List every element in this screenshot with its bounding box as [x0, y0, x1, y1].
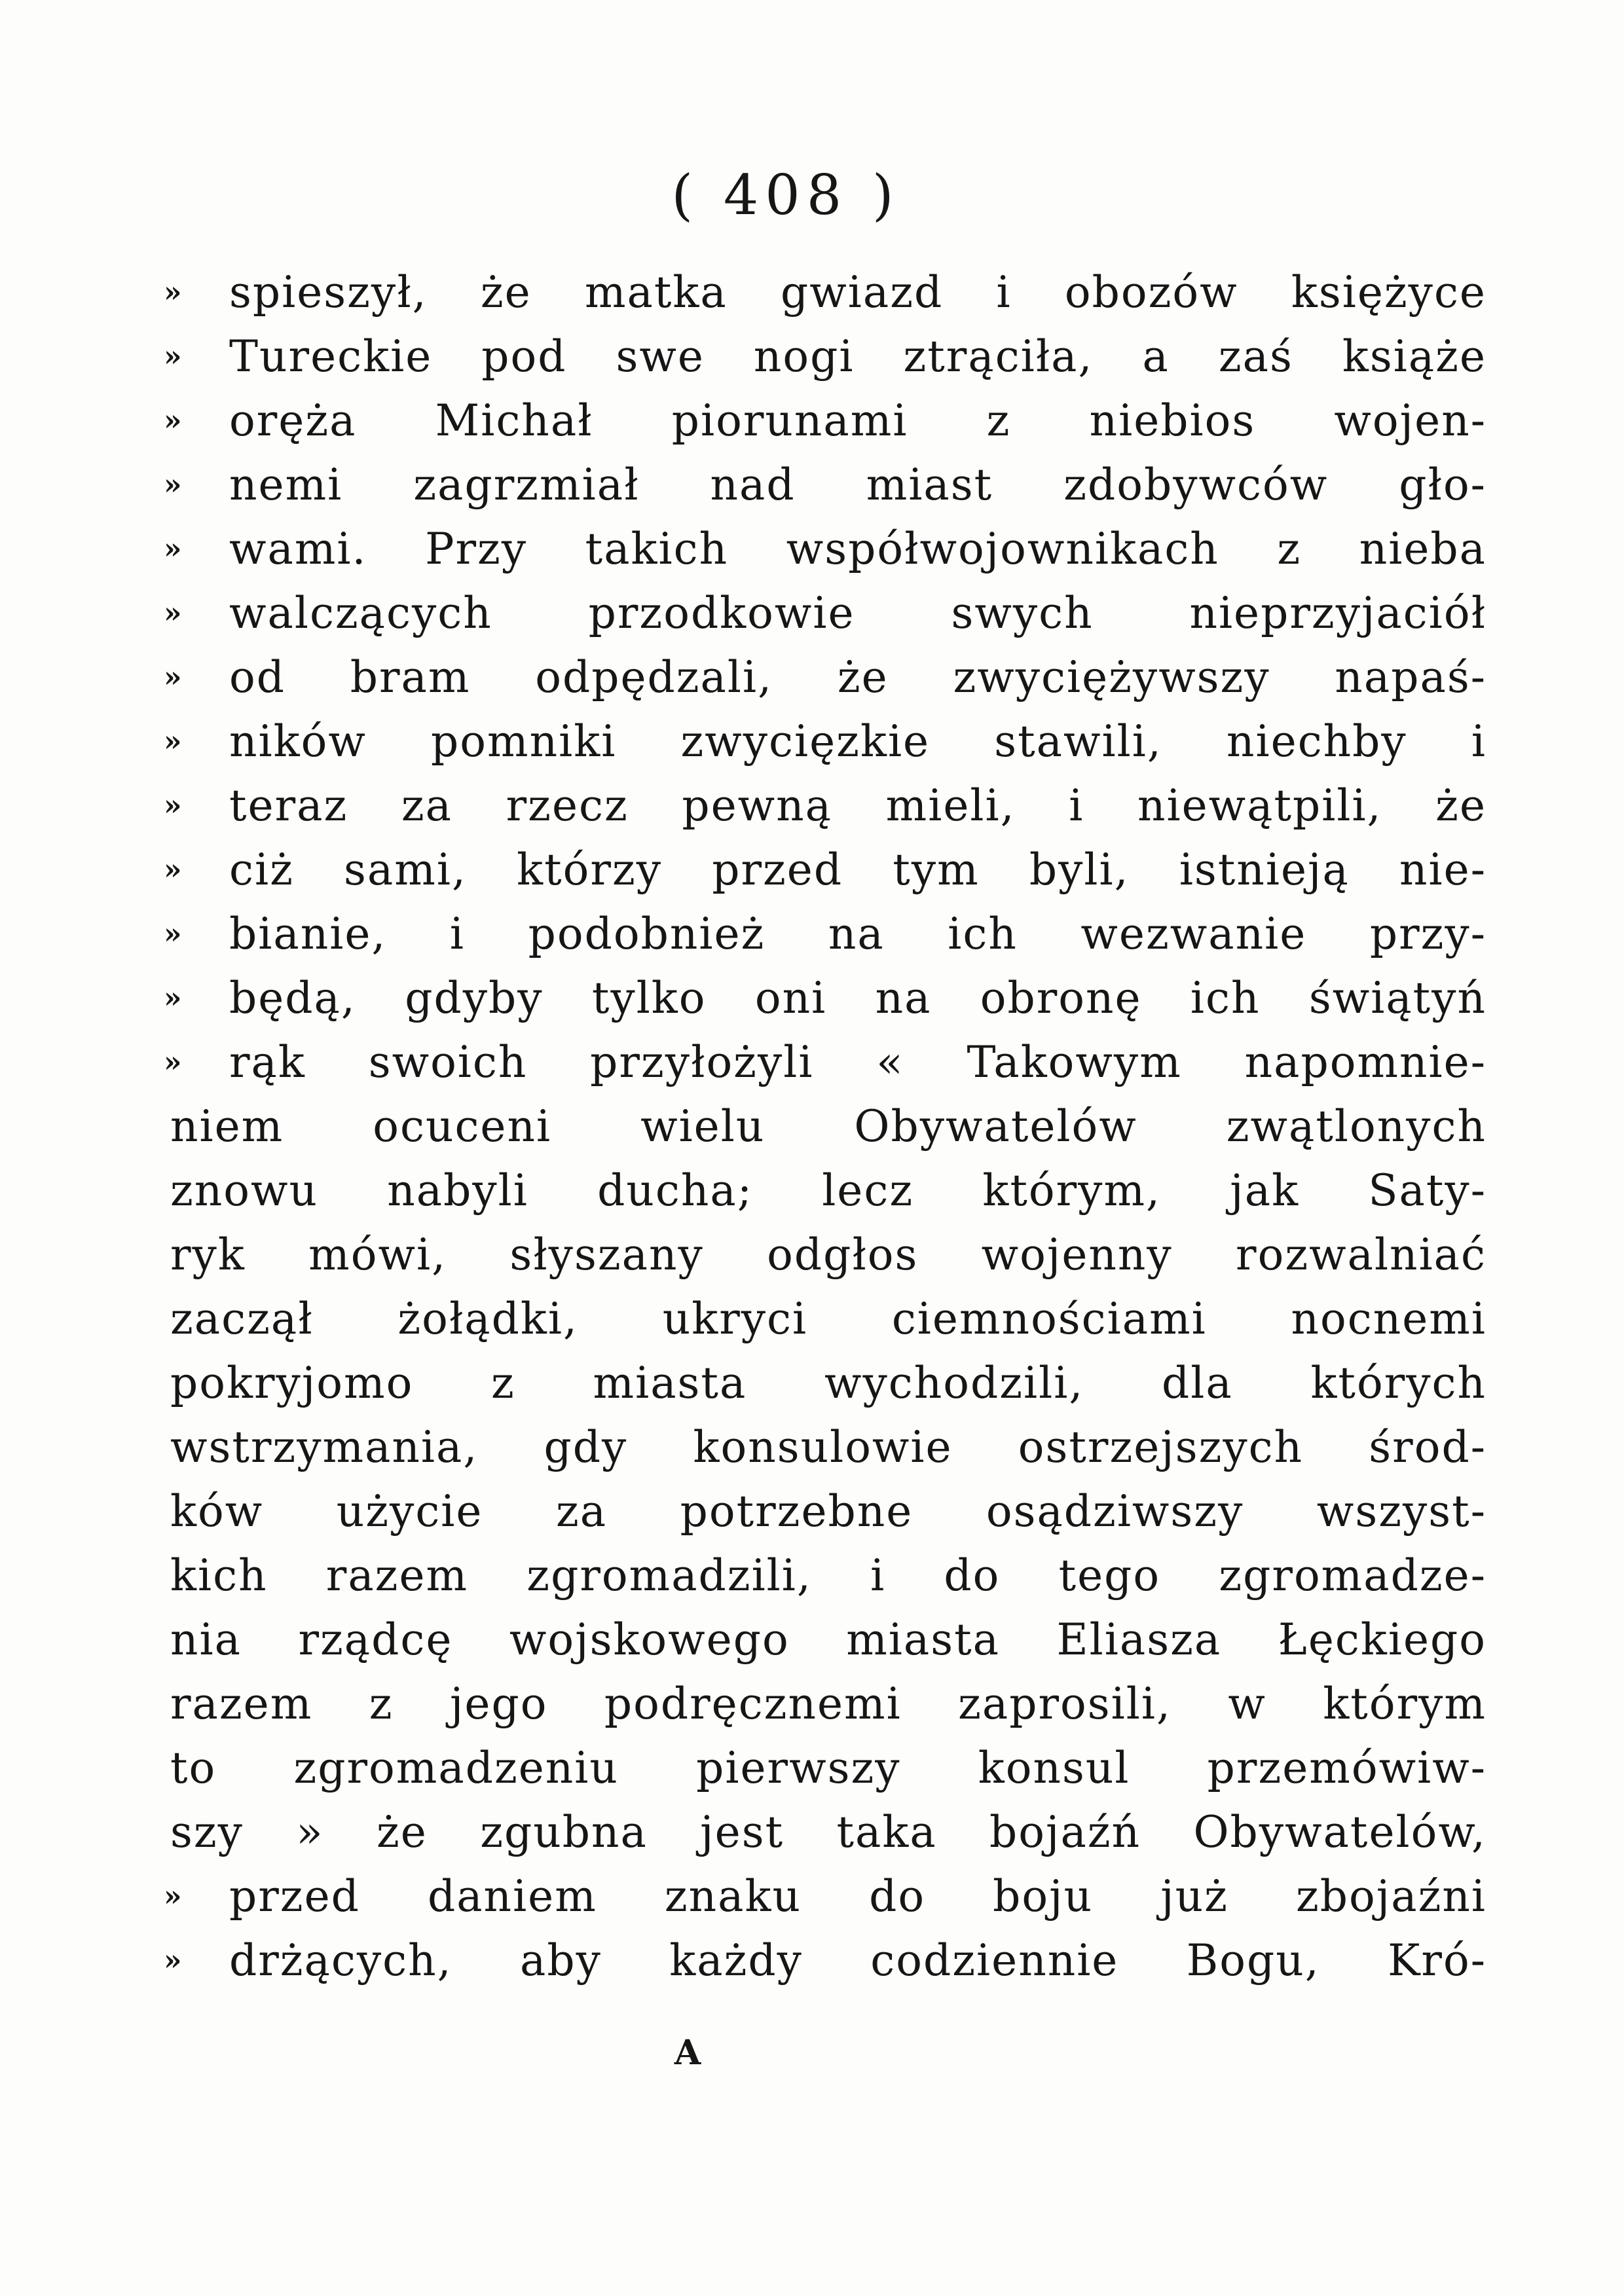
text-line: [164, 966, 1486, 1030]
text-line: [164, 1736, 1486, 1800]
text-line: [164, 1351, 1486, 1415]
line-text: niem ocuceni wielu Obywatelów zwątlonych: [170, 1101, 1486, 1152]
text-line: [164, 1415, 1486, 1480]
text-line: [164, 1095, 1486, 1159]
text-line: [164, 1800, 1486, 1865]
quote-mark: »: [164, 661, 182, 694]
line-text: kich razem zgromadzili, i do tego zgromadze-: [170, 1550, 1486, 1601]
text-line: [164, 453, 1486, 517]
line-text: od bram odpędzali, że zwyciężywszy napaś-: [229, 652, 1486, 702]
text-line: [164, 389, 1486, 453]
line-text: wstrzymania, gdy konsulowie ostrzejszych środ-: [170, 1422, 1486, 1472]
line-text: pokryjomo z miasta wychodzili, dla których: [170, 1358, 1486, 1408]
text-line: [164, 1480, 1486, 1544]
text-line: [164, 710, 1486, 774]
text-line: [164, 1287, 1486, 1351]
line-text: spieszył, że matka gwiazd i obozów księżyce: [229, 267, 1486, 318]
quote-mark: »: [164, 1944, 182, 1977]
quote-mark: »: [164, 725, 182, 758]
line-text: będą, gdyby tylko oni na obronę ich świątyń: [229, 973, 1486, 1023]
quote-mark: »: [164, 981, 182, 1015]
text-line: [164, 581, 1486, 646]
signature-mark: A: [674, 2033, 701, 2073]
line-text: rąk swoich przyłożyli « Takowym napomnie-: [229, 1037, 1486, 1087]
line-text: wami. Przy takich współwojownikach z nieba: [229, 524, 1486, 574]
line-text: nia rządcę wojskowego miasta Eliasza Łęckiego: [170, 1614, 1486, 1665]
line-text: oręża Michał piorunami z niebios wojen-: [229, 395, 1486, 446]
text-line: [164, 1030, 1486, 1095]
body-text: [164, 261, 1486, 1993]
line-text: Tureckie pod swe nogi ztrąciła, a zaś książe: [229, 331, 1486, 382]
text-line: [164, 1929, 1486, 1993]
text-line: [164, 1608, 1486, 1672]
page-number: ( 408 ): [671, 163, 900, 227]
quote-mark: »: [164, 917, 182, 951]
line-text: drżących, aby każdy codziennie Bogu, Kró-: [229, 1935, 1486, 1986]
quote-mark: »: [164, 789, 182, 822]
quote-mark: »: [164, 404, 182, 437]
line-text: nemi zagrzmiał nad miast zdobywców gło-: [229, 460, 1486, 510]
line-text: teraz za rzecz pewną mieli, i niewątpili, że: [229, 780, 1486, 831]
quote-mark: »: [164, 468, 182, 501]
quote-mark: »: [164, 1880, 182, 1913]
line-text: walczących przodkowie swych nieprzyjaciół: [229, 588, 1486, 638]
text-line: [164, 261, 1486, 325]
line-text: bianie, i podobnież na ich wezwanie przy-: [229, 909, 1486, 959]
quote-mark: »: [164, 276, 182, 309]
quote-mark: »: [164, 596, 182, 630]
text-line: [164, 1544, 1486, 1608]
text-line: [164, 1159, 1486, 1223]
line-text: znowu nabyli ducha; lecz którym, jak Saty-: [170, 1165, 1486, 1216]
line-text: to zgromadzeniu pierwszy konsul przemówiw-: [170, 1743, 1486, 1793]
line-text: ciż sami, którzy przed tym byli, istnieją nie-: [229, 845, 1486, 895]
text-line: [164, 517, 1486, 581]
text-line: [164, 325, 1486, 389]
line-text: zaczął żołądki, ukryci ciemnościami nocnemi: [170, 1294, 1486, 1344]
line-text: ryk mówi, słyszany odgłos wojenny rozwalniać: [170, 1230, 1486, 1280]
text-line: [164, 646, 1486, 710]
text-line: [164, 838, 1486, 902]
text-line: [164, 902, 1486, 966]
text-line: [164, 1865, 1486, 1929]
line-text: szy » że zgubna jest taka bojaźń Obywatelów,: [170, 1807, 1486, 1857]
quote-mark: »: [164, 532, 182, 566]
text-line: [164, 1223, 1486, 1287]
text-line: [164, 1672, 1486, 1736]
line-text: ków użycie za potrzebne osądziwszy wszyst-: [170, 1486, 1486, 1537]
quote-mark: »: [164, 853, 182, 886]
line-text: razem z jego podręcznemi zaprosili, w którym: [170, 1679, 1486, 1729]
quote-mark: »: [164, 1046, 182, 1079]
text-line: [164, 774, 1486, 838]
line-text: ników pomniki zwycięzkie stawili, niechby i: [229, 716, 1486, 767]
quote-mark: »: [164, 340, 182, 373]
line-text: przed daniem znaku do boju już zbojaźni: [229, 1871, 1486, 1922]
